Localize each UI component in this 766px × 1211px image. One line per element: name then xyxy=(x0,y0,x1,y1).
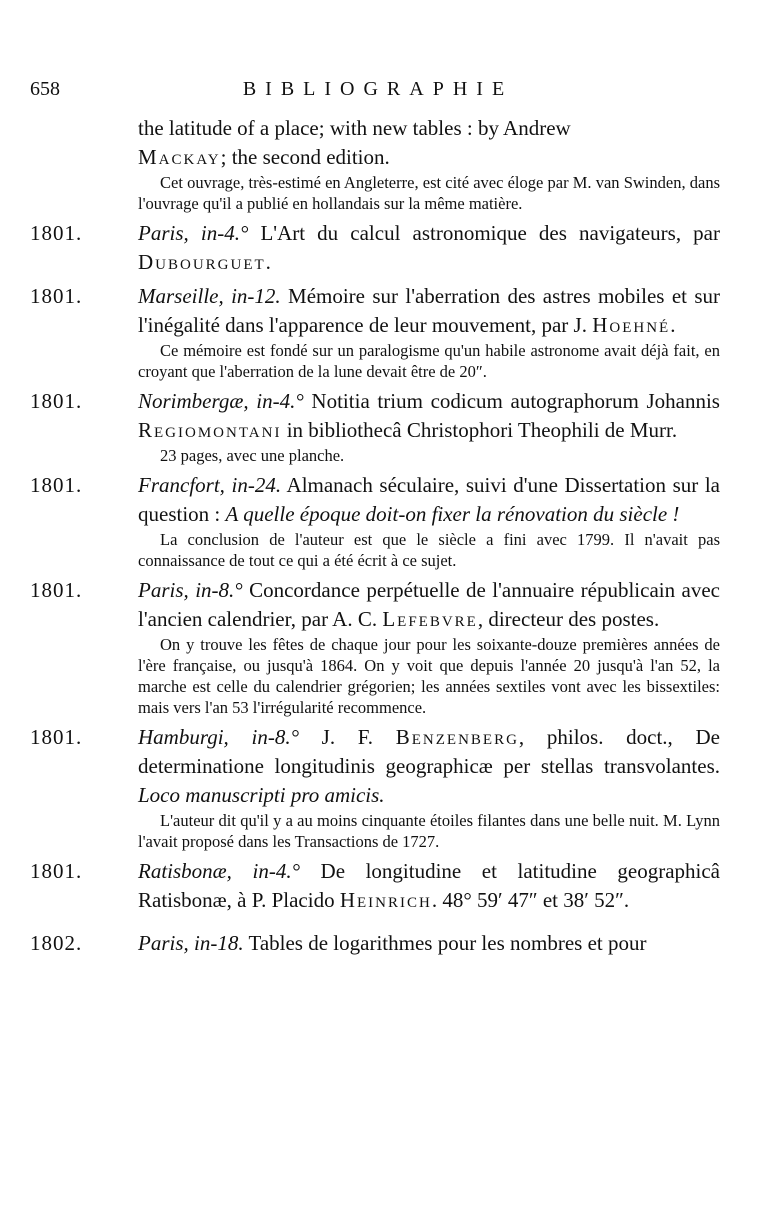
bibliography-entry xyxy=(30,387,720,466)
bibliography-entry xyxy=(30,282,720,382)
entry-year: 1801. xyxy=(30,284,83,308)
entry-year: 1801. xyxy=(30,389,83,413)
entry-note: Ce mémoire est fondé sur un paralogisme qu'un habile astronome avait déjà fait, en croyant que l'aberration de la lune devait être de 20″. xyxy=(138,341,720,381)
entry-note: On y trouve les fêtes de chaque jour pour les soixante-douze premières années de l'ère française, ou jusqu'à 1864. On y voit que depuis l'année 20 jusqu'à l'an 52, la marche est celle du calendrier grégorien; les années sextiles vont avec les bissextiles: mais vers l'an 53 l'irrégularité recommence. xyxy=(138,635,720,717)
entry-body: Francfort, in-24. Almanach séculaire, suivi d'une Dissertation sur la question : A quelle époque doit-on fixer la rénovation du siècle ! xyxy=(138,473,720,526)
entry-place: Norimbergæ, in-4.° xyxy=(138,389,304,413)
entry-place: Paris, in-4.° xyxy=(138,221,249,245)
entry-body: Ratisbonæ, in-4.° De longitudine et latitudine geographicâ Ratisbonæ, à P. Placido Heinrich. 48° 59′ 47″ et 38′ 52″. xyxy=(138,859,720,912)
bibliography-entry xyxy=(30,471,720,571)
entry-place: Hamburgi, in-8.° xyxy=(138,725,299,749)
bibliography-entry xyxy=(30,929,720,958)
author-name: Dubourguet xyxy=(138,250,266,274)
entry-place: Paris, in-18. xyxy=(138,931,244,955)
entry-body: Paris, in-4.° L'Art du calcul astronomique des navigateurs, par Dubourguet. xyxy=(138,221,720,274)
bibliography-entry xyxy=(30,723,720,852)
entry-year: 1801. xyxy=(30,221,83,245)
entry-year: 1801. xyxy=(30,859,83,883)
bibliography-content xyxy=(30,114,720,958)
entry-body: Paris, in-8.° Concordance perpétuelle de l'annuaire républicain avec l'ancien calendrier, par A. C. Lefebvre, directeur des postes. xyxy=(138,578,720,631)
entry-italic-title: A quelle époque doit-on fixer la rénovation du siècle ! xyxy=(225,502,680,526)
page-header xyxy=(30,78,726,108)
entry-note: 23 pages, avec une planche. xyxy=(160,446,345,465)
bibliography-entry xyxy=(30,857,720,915)
entry-year: 1801. xyxy=(30,725,83,749)
continued-entry-line: the latitude of a place; with new tables : by Andrew xyxy=(138,116,571,140)
page-number: 658 xyxy=(30,78,60,100)
entry-body: Hamburgi, in-8.° J. F. Benzenberg, philos. doct., De determinatione longitudinis geographicæ per stellas transvolantes. Loco manuscripti pro amicis. xyxy=(138,725,720,807)
entry-note: La conclusion de l'auteur est que le siècle a fini avec 1799. Il n'avait pas connaissance de tout ce qui a été écrit à ce sujet. xyxy=(138,530,720,570)
entry-place: Francfort, in-24. xyxy=(138,473,282,497)
author-name: Mackay xyxy=(138,145,221,169)
continued-entry-line: Mackay; the second edition. xyxy=(138,145,390,169)
entry-year: 1801. xyxy=(30,473,83,497)
entry-year: 1802. xyxy=(30,931,83,955)
entry-place: Paris, in-8.° xyxy=(138,578,243,602)
bibliography-entry xyxy=(30,219,720,277)
entry-year: 1801. xyxy=(30,578,83,602)
entry-body: Marseille, in-12. Mémoire sur l'aberration des astres mobiles et sur l'inégalité dans l'apparence de leur mouvement, par J. Hoehné. xyxy=(138,284,720,337)
entry-body: Norimbergæ, in-4.° Notitia trium codicum autographorum Johannis Regiomontani in bibliothecâ Christophori Theophili de Murr. xyxy=(138,389,720,442)
author-name: Heinrich xyxy=(339,888,432,912)
author-name: Hoehné xyxy=(592,313,671,337)
bibliography-entry xyxy=(30,576,720,718)
entry-place: Ratisbonæ, in-4.° xyxy=(138,859,300,883)
entry-note: L'auteur dit qu'il y a au moins cinquante étoiles filantes dans une belle nuit. M. Lynn l'avait proposé dans les Transactions de 1727. xyxy=(138,811,720,851)
entry-italic-note: Loco manuscripti pro amicis. xyxy=(138,783,385,807)
entry-body: Paris, in-18. Tables de logarithmes pour les nombres et pour xyxy=(138,931,647,955)
entry-note: Cet ouvrage, très-estimé en Angleterre, est cité avec éloge par M. van Swinden, dans l'ouvrage qu'il a publié en hollandais sur la même matière. xyxy=(138,173,720,213)
author-name: Lefebvre xyxy=(382,607,478,631)
author-name: Regiomontani xyxy=(138,418,282,442)
entry-place: Marseille, in-12. xyxy=(138,284,281,308)
running-title: BIBLIOGRAPHIE xyxy=(242,78,514,100)
author-name: Benzenberg xyxy=(395,725,519,749)
